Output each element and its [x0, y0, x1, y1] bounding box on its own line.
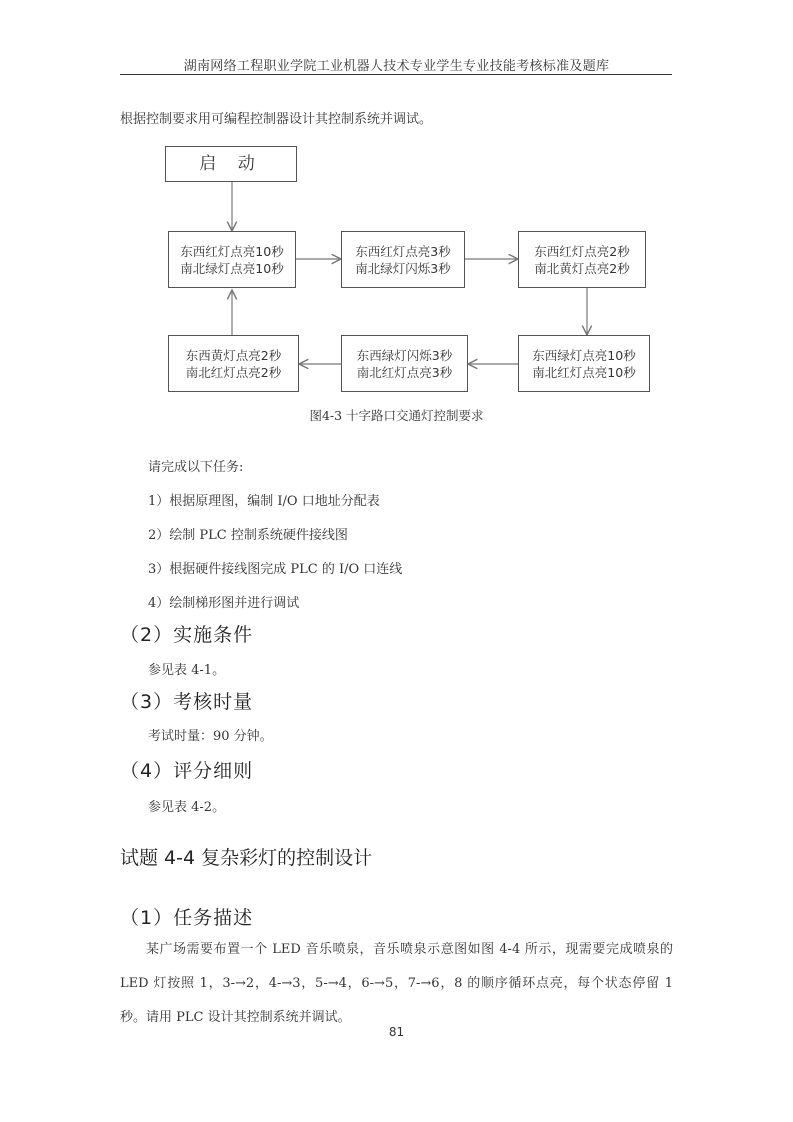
- task-description-heading: （1）任务描述: [120, 907, 254, 929]
- intro-text: 根据控制要求用可编程控制器设计其控制系统并调试。: [120, 112, 433, 127]
- start-box: 启 动: [165, 146, 297, 182]
- figure-caption: 图4-3 十字路口交通灯控制要求: [309, 408, 484, 423]
- section-2-text: 参见表 4-1。: [148, 663, 226, 678]
- section-2-heading: （2）实施条件: [120, 624, 254, 646]
- state-box-3-line1: 东西红灯点亮2秒: [534, 243, 630, 259]
- state-box-4-line2: 南北红灯点亮10秒: [532, 364, 636, 380]
- section-4-heading: （4）评分细则: [120, 760, 254, 782]
- state-box-2: [341, 231, 465, 288]
- header-rule: [120, 74, 672, 75]
- state-box-2-line1: 东西红灯点亮3秒: [355, 243, 451, 259]
- task-item-1: 1）根据原理图，编制 I/O 口地址分配表: [148, 494, 380, 509]
- traffic-light-flowchart: [165, 146, 665, 396]
- state-box-6: [168, 335, 299, 392]
- state-box-1: [168, 231, 296, 288]
- task-item-3: 3）根据硬件接线图完成 PLC 的 I/O 口连线: [148, 562, 403, 577]
- page-number: 81: [388, 1025, 405, 1039]
- state-box-6-line1: 东西黄灯点亮2秒: [185, 347, 282, 363]
- state-box-4-line1: 东西绿灯点亮10秒: [532, 347, 636, 363]
- state-box-1-line2: 南北绿灯点亮10秒: [180, 260, 284, 276]
- problem-title: 试题 4-4 复杂彩灯的控制设计: [120, 847, 373, 869]
- state-box-5-line1: 东西绿灯闪烁3秒: [356, 347, 453, 363]
- section-4-text: 参见表 4-2。: [148, 800, 226, 815]
- state-box-5: [341, 335, 468, 392]
- state-box-3: [518, 231, 646, 288]
- state-box-3-line2: 南北黄灯点亮2秒: [534, 260, 630, 276]
- page-header: 湖南网络工程职业学院工业机器人技术专业学生专业技能考核标准及题库: [183, 59, 610, 74]
- task-item-4: 4）绘制梯形图并进行调试: [148, 596, 300, 611]
- state-box-6-line2: 南北红灯点亮2秒: [185, 364, 282, 380]
- state-box-5-line2: 南北红灯点亮3秒: [356, 364, 453, 380]
- state-box-2-line2: 南北绿灯闪烁3秒: [355, 260, 451, 276]
- section-3-text: 考试时量：90 分钟。: [148, 729, 273, 744]
- section-3-heading: （3）考核时量: [120, 691, 254, 713]
- task-item-2: 2）绘制 PLC 控制系统硬件接线图: [148, 528, 348, 543]
- tasks-lead: 请完成以下任务:: [148, 460, 244, 475]
- task-description-paragraph: 某广场需要布置一个 LED 音乐喷泉，音乐喷泉示意图如图 4-4 所示，现需要完成喷泉的 LED 灯按照 1，3-→2，4-→3，5-→4，6-→5，7-→6，8 的顺序循环点亮，每个状态停留 1 秒。请用 PLC 设计其控制系统并调试。: [120, 942, 673, 1025]
- state-box-4: [518, 335, 650, 392]
- state-box-1-line1: 东西红灯点亮10秒: [180, 243, 284, 259]
